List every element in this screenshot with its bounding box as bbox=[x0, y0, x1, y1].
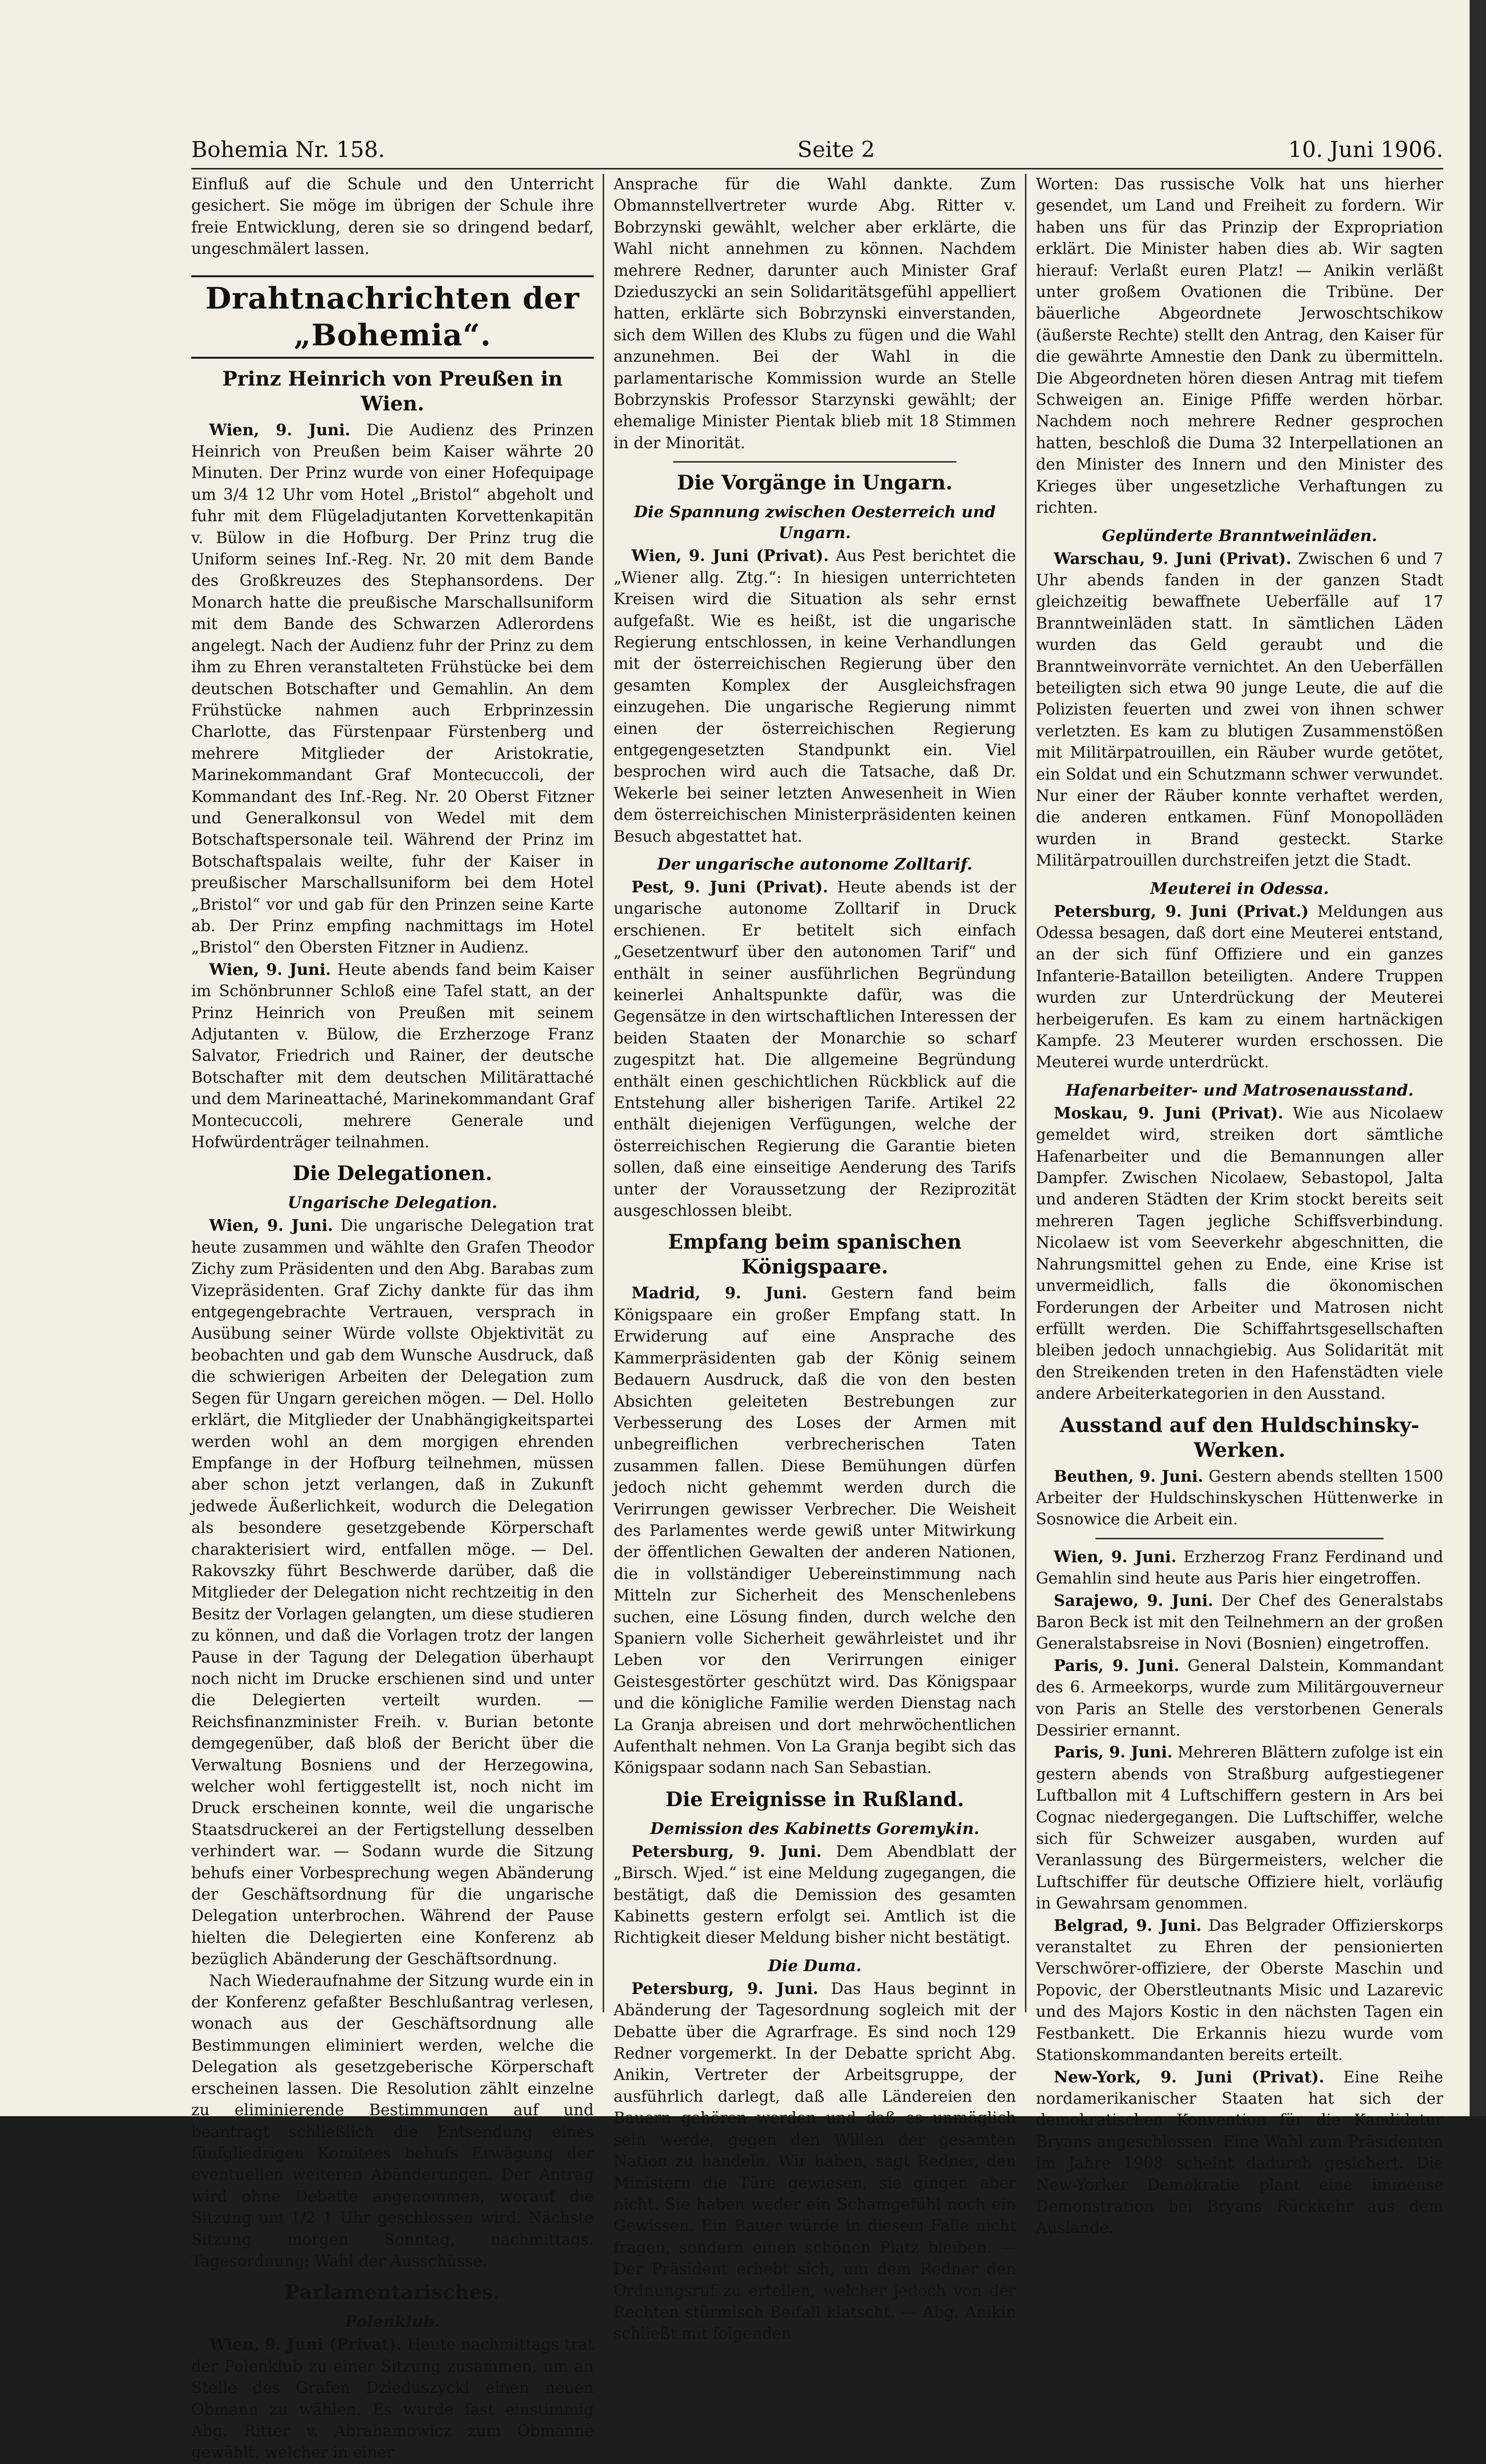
article-text: Eine Reihe nordamerikanischer Staaten hat sich der demokratischen Konvention für die Kandidatur Bryans angeschlossen. Eine Wahl zum Präsidenten im Jahre 1908 scheint dadurch gesichert. Die New-Yorker Demokratie plant eine immense Demonstration bei Bryans Rückkehr aus dem Auslande. bbox=[1036, 2068, 1443, 2237]
sub-heading: Polenklub. bbox=[345, 2312, 440, 2331]
article-text: Meldungen aus Odessa besagen, daß dort eine Meuterei entstand, an der sich fünf Offiziere und ein ganzes Infanterie-Bataillon beteiligten. Andere Truppen wurden zur Unterdrückung der Meuterei herbeigerufen. Es kam zu einem hartnäckigen Kampfe. 23 Meuterer wurden erschossen. Die Meuterei wurde unterdrückt. bbox=[1036, 902, 1443, 1072]
article-text: Erzherzog Franz Ferdinand und Gemahlin sind heute aus Paris hier eingetroffen. bbox=[1036, 1548, 1443, 1588]
dateline: Wien, 9. Juni (Privat). bbox=[631, 547, 829, 565]
intro-paragraph: Einfluß auf die Schule und den Unterricht gesichert. Sie möge im übrigen der Schule ihre freie Entwicklung, deren sie so dringend bedarf, ungeschmälert lassen. bbox=[191, 175, 594, 258]
article-text: Das Belgrader Offizierskorps veranstaltet zu Ehren der pensionierten Verschwörer-offiziere, der Oberste Maschin und Popovic, der Oberstleutnants Misic und Lazarevic und des Majors Kostic in den nächsten Tagen ein Festbankett. Die Erkannis hiezu wurde vom Stationskommandanten bereits erteilt. bbox=[1036, 1916, 1443, 2065]
article-text: Wie aus Nicolaew gemeldet wird, streiken dort sämtliche Hafenarbeiter und die Bemannungen aller Dampfer. Zwischen Nicolaew, Sebastopol, Jalta und anderen Städten der Krim stockt bereits seit mehreren Tagen jegliche Schiffsverbindung. Nicolaew ist vom Seeverkehr abgeschnitten, die Nahrungsmittel gehen zu Ende, eine Krise ist unvermeidlich, falls die ökonomischen Forderungen der Arbeiter und Matrosen nicht erfüllt werden. Die Schiffahrtsgesellschaften bleiben jedoch unnachgiebig. Aus Solidarität mit den Streikenden treten in den Hafenstädten viele andere Arbeiterkategorien in den Ausstand. bbox=[1036, 1104, 1444, 1403]
dateline: Wien, 9. Juni. bbox=[209, 420, 351, 439]
page-header bbox=[191, 133, 1443, 169]
article-text: Dem Abendblatt der „Birsch. Wjed.“ ist eine Meldung zugegangen, die bestätigt, daß die Demission des gesamten Kabinetts gestern erfolgt sei. Amtlich ist die Richtigkeit dieser Meldung bisher nicht bestätigt. bbox=[614, 1842, 1017, 1947]
article-text: Heute abends fand beim Kaiser im Schönbrunner Schloß eine Tafel statt, an der Prinz Heinrich von Preußen mit seinem Adjutanten v. Bülow, die Erzherzoge Franz Salvator, Friedrich und Rainer, der deutsche Botschafter mit dem deutschen Militärattaché und dem Marineattaché, Marinekommandant Graf Montecuccoli, mehrere Generale und Hofwürdenträger teilnahmen. bbox=[191, 960, 594, 1152]
column-1 bbox=[191, 174, 594, 2462]
sub-heading: Geplünderte Branntweinläden. bbox=[1102, 526, 1377, 545]
section-title: Drahtnachrichten der „Bohemia“. bbox=[191, 275, 594, 359]
article-text: Heute abends ist der ungarische autonome Zolltarif in Druck erschienen. Er betitelt sich einfach „Gesetzentwurf über den autonomen Tarif“ und enthält in seiner ausführlichen Begründung keinerlei Anhaltspunkte dafür, was die Gegensätze in den wirtschaftlichen Interessen der beiden Staaten der Monarchie so scharf zugespitzt hat. Die allgemeine Begründung enthält einen geschichtlichen Rückblick auf die Entstehung aller bisherigen Tarife. Artikel 22 enthält diejenigen Verfügungen, welche der österreichischen Regierung die Garantie bieten sollen, daß eine einseitige Aenderung des Tarifs unter der Voraussetzung der Reziprozität ausgeschlossen bleibt. bbox=[614, 878, 1016, 1220]
dateline: Wien, 9. Juni. bbox=[209, 1216, 333, 1235]
article-text: Zwischen 6 und 7 Uhr abends fanden in der ganzen Stadt gleichzeitig bewaffnete Ueberfälle auf 17 Branntweinläden statt. In sämtlichen Läden wurden das Geld geraubt und die Branntweinvorräte vernichtet. An den Ueberfällen beteiligten sich etwa 90 junge Leute, die auf die Polizisten feuerten und zwei von ihnen schwer verletzten. Es kam zu blutigen Zusammenstößen mit Militärpatrouillen, ein Räuber wurde getötet, ein Soldat und ein Schutzmann schwer verwundet. Nur einer der Räuber konnte verhaftet werden, die anderen entkamen. Fünf Monopolläden wurden in Brand gesteckt. Starke Militärpatrouillen durchstreifen jetzt die Stadt. bbox=[1036, 550, 1443, 870]
dateline: Belgrad, 9. Juni. bbox=[1054, 1916, 1202, 1935]
sub-heading: Die Spannung zwischen Oesterreich und Ungarn. bbox=[633, 502, 996, 543]
sub-heading: Der ungarische autonome Zolltarif. bbox=[657, 854, 973, 874]
column-2 bbox=[614, 174, 1017, 2343]
issue-number: Bohemia Nr. 158. bbox=[191, 137, 385, 162]
dateline: Madrid, 9. Juni. bbox=[631, 1284, 807, 1303]
dateline: New-York, 9. Juni (Privat). bbox=[1054, 2067, 1325, 2086]
page-number: Seite 2 bbox=[797, 137, 875, 162]
article-text: Das Haus beginnt in Abänderung der Tagesordnung sogleich mit der Debatte über die Agrarfrage. Es sind noch 129 Redner vorgemerkt. In der Debatte spricht Abg. Anikin, Vertreter der Arbeitsgruppe, der ausführlich darlegt, daß alle Ländereien den Bauern gehören werden und daß es unmöglich sein werde, gegen den Willen der gesamten Nation zu handeln. Wir haben, sagt Redner, den Ministern die Türe gewiesen, sie gingen aber nicht. Sie haben weder ein Schamgefühl noch ein Gewissen. Ein Bauer würde in diesem Falle nicht fragen, sondern einen schönen Platz bleiben. — Der Präsident erhebt sich, um dem Redner den Ordnungsruf zu erteilen, welcher jedoch von der Rechten stürmisch Beifall klatscht. — Abg. Anikin schließt mit folgenden bbox=[614, 1980, 1016, 2343]
article-text: Gestern abends stellten 1500 Arbeiter der Huldschinskyschen Hüttenwerke in Sosnowice die Arbeit ein. bbox=[1036, 1467, 1443, 1529]
scan-edge bbox=[1470, 0, 1486, 2116]
dateline: Wien, 9. Juni. bbox=[209, 960, 331, 979]
article-text: Nach Wiederaufnahme der Sitzung wurde ein in der Konferenz gefaßter Beschlußantrag verlesen, wonach aus der Geschäftsordnung alle Bestimmungen eliminiert werden, welche die Delegation als gesetzgeberische Körperschaft erscheinen lassen. Die Resolution zählt einzelne zu eliminierende Bestimmungen auf und beantragt schließlich die Entsendung eines fünfgliedrigen Komitees behufs Erwägung der eventuellen weiteren Abänderungen. Der Antrag wird ohne Debatte angenommen, worauf die Sitzung um 1/2 1 Uhr geschlossen wird. Nächste Sitzung morgen Sonntag, nachmittags. Tagesordnung: Wahl der Ausschüsse. bbox=[191, 1972, 594, 2270]
article-text: Die ungarische Delegation trat heute zusammen und wählte den Grafen Theodor Zichy zum Präsidenten und den Abg. Barabas zum Vizepräsidenten. Graf Zichy dankte für das ihm entgegengebrachte Vertrauen, versprach in Ausübung seiner Würde vollste Objektivität zu beobachten und gab dem Wunsche Ausdruck, daß die schwierigen Arbeiten der Delegation zum Segen für Ungarn gereichen mögen. — Del. Hollo erklärt, die Mitglieder der Unabhängigkeitspartei werden wohl an dem morgigen ehrenden Empfange in der Hofburg teilnehmen, müssen aber schon jetzt verlangen, daß in Zukunft jedwede Äußerlichkeit, wodurch die Delegation als besondere gesetzgebende Körperschaft charakterisiert wird, entfallen möge. — Del. Rakovszky führt Beschwerde darüber, daß die Mitglieder der Delegation nicht rechtzeitig in den Besitz der Vorlagen gelangten, um diese studieren zu können, und daß die Vorlagen trotz der langen Pause in der Tagung der Delegation überhaupt noch nicht im Drucke erschienen sind und unter die Delegierten verteilt wurden. — Reichsfinanzminister Freih. v. Burian betonte demgegenüber, daß bloß der Bericht über die Verwaltung Bosniens und der Herzegowina, welcher wohl fertiggestellt ist, noch nicht im Druck erscheinen konnte, weil die ungarische Staatsdruckerei an der Fertigstellung desselben verhindert war. — Sodann wurde die Sitzung behufs einer Vorbesprechung wegen Abänderung der Geschäftsordnung für die ungarische Delegation unterbrochen. Während der Pause hielten die Delegierten eine Konferenz ab bezüglich Abänderung der Geschäftsordnung. bbox=[191, 1217, 594, 1969]
dateline: Petersburg, 9. Juni. bbox=[631, 1979, 818, 1998]
dateline: Petersburg, 9. Juni (Privat.) bbox=[1054, 902, 1309, 921]
article-text: Mehreren Blättern zufolge ist ein gestern abends von Straßburg aufgestiegener Luftballon mit 4 Luftschiffern gestern in Ars bei Cognac niedergegangen. Die Luftschiffer, welche sich für Schweizer ausgaben, wurden auf Veranlassung des Bürgermeisters, welcher die Luftschiffer für deutsche Offiziere hielt, vorläufig in Gewahrsam genommen. bbox=[1036, 1744, 1444, 1913]
article-heading: Prinz Heinrich von Preußen in Wien. bbox=[222, 367, 563, 415]
issue-date: 10. Juni 1906. bbox=[1288, 137, 1443, 162]
sub-heading: Demission des Kabinetts Goremykin. bbox=[650, 1819, 980, 1838]
column-3 bbox=[1036, 174, 1444, 2237]
article-text: Aus Pest berichtet die „Wiener allg. Ztg.“: In hiesigen unterrichteten Kreisen wird die Situation als sehr ernst aufgefaßt. Wie es heißt, ist die ungarische Regierung entschlossen, in keine Verhandlungen mit der österreichischen Regierung über den gesamten Komplex der Ausgleichsfragen einzugehen. Die ungarische Regierung nimmt einen der österreichischen Regierung entgegengesetzten Standpunkt ein. Viel besprochen wird auch die Tatsache, daß Dr. Wekerle bei seiner letzten Anwesenheit in Wien dem österreichischen Ministerpräsidenten keinen Besuch abgestattet hat. bbox=[614, 547, 1016, 846]
dateline: Paris, 9. Juni. bbox=[1054, 1743, 1173, 1762]
dateline: Petersburg, 9. Juni. bbox=[631, 1842, 822, 1861]
divider bbox=[1095, 1538, 1384, 1539]
dateline: Sarajewo, 9. Juni. bbox=[1054, 1591, 1214, 1610]
article-heading: Die Ereignisse in Rußland. bbox=[665, 1787, 964, 1811]
sub-heading: Die Duma. bbox=[768, 1956, 862, 1975]
sub-heading: Ungarische Delegation. bbox=[288, 1193, 497, 1212]
dateline: Wien, 9. Juni (Privat). bbox=[209, 2335, 402, 2354]
dateline: Warschau, 9. Juni (Privat). bbox=[1054, 549, 1292, 568]
dateline: Paris, 9. Juni. bbox=[1054, 1656, 1179, 1675]
sub-heading: Meuterei in Odessa. bbox=[1150, 878, 1329, 898]
dateline: Beuthen, 9. Juni. bbox=[1054, 1467, 1203, 1486]
dateline: Pest, 9. Juni (Privat). bbox=[631, 877, 828, 896]
article-text: Heute nachmittags trat der Polenklub zu einer Sitzung zusammen, um an Stelle des Grafen Dzieduszycki einen neuen Obmann zu wählen. Es wurde fast einstimmig Abg. Ritter v. Abrahamowicz zum Obmanne gewählt, welcher in einer bbox=[191, 2336, 594, 2462]
divider bbox=[673, 461, 956, 463]
article-heading: Die Delegationen. bbox=[293, 1162, 492, 1186]
article-text: Ansprache für die Wahl dankte. Zum Obmannstellvertreter wurde Abg. Ritter v. Bobrzynski gewählt, welcher aber erklärte, die Wahl nicht annehmen zu können. Nachdem mehrere Redner, darunter auch Minister Graf Dzieduszycki an sein Solidaritätsgefühl appelliert hatten, erklärte sich Bobrzynski einverstanden, sich dem Willen des Klubs zu fügen und die Wahl anzunehmen. Bei der Wahl in die parlamentarische Kommission wurde an Stelle Bobrzynskis Professor Starzynski gewählt; der ehemalige Minister Pientak blieb mit 18 Stimmen in der Minorität. bbox=[614, 175, 1016, 452]
article-text: Der Chef des Generalstabs Baron Beck ist mit den Teilnehmern an der großen Generalstabsreise in Novi (Bosnien) eingetroffen. bbox=[1036, 1591, 1444, 1653]
article-heading: Die Vorgänge in Ungarn. bbox=[677, 471, 953, 495]
article-text: Die Audienz des Prinzen Heinrich von Preußen beim Kaiser währte 20 Minuten. Der Prinz wurde von einer Hofequipage um 3/4 12 Uhr vom Hotel „Bristol“ abgeholt und fuhr mit dem Flügeladjutanten Korvettenkapitän v. Bülow in die Hofburg. Der Prinz trug die Uniform seines Inf.-Reg. Nr. 20 mit dem Bande des Großkreuzes des Stephansordens. Der Monarch hatte die preußische Marschallsuniform mit dem Bande des Schwarzen Adlerordens angelegt. Nach der Audienz fuhr der Prinz zu dem ihm zu Ehren veranstalteten Frühstücke bei dem deutschen Botschafter und Gemahlin. An dem Frühstücke nahmen auch Erbprinzessin Charlotte, das Fürstenpaar Fürstenberg und mehrere Mitglieder der Aristokratie, Marinekommandant Graf Montecuccoli, der Kommandant des Inf.-Reg. Nr. 20 Oberst Fitzner und Generalkonsul von Wedel mit dem Botschaftspersonale teil. Während der Prinz im Botschaftspalais weilte, fuhr der Kaiser in preußischer Marschallsuniform bei dem Hotel „Bristol“ vor und gab für den Prinzen seine Karte ab. Der Prinz empfing nachmittags im Hotel „Bristol“ den Obersten Fitzner in Audienz. bbox=[191, 421, 594, 957]
article-text: General Dalstein, Kommandant des 6. Armeekorps, wurde zum Militärgouverneur von Paris an Stelle des verstorbenen Generals Dessirier ernannt. bbox=[1036, 1657, 1443, 1740]
dateline: Wien, 9. Juni. bbox=[1054, 1547, 1176, 1566]
column-rule bbox=[1025, 174, 1026, 2012]
sub-heading: Hafenarbeiter- und Matrosenausstand. bbox=[1065, 1080, 1414, 1100]
article-heading: Parlamentarisches. bbox=[285, 2281, 500, 2305]
article-heading: Ausstand auf den Huldschinsky-Werken. bbox=[1060, 1413, 1419, 1462]
dateline: Moskau, 9. Juni (Privat). bbox=[1054, 1104, 1283, 1122]
column-rule bbox=[603, 174, 604, 2012]
article-text: Gestern fand beim Königspaare ein großer Empfang statt. In Erwiderung auf eine Ansprache des Kammerpräsidenten gab der König seinem Bedauern Ausdruck, daß die von den besten Absichten geleiteten Bestrebungen zur Verbesserung des Loses der Armen mit unbegreiflichen verbrecherischen Taten zusammen fallen. Diese Bemühungen dürfen jedoch nicht gehemmt werden durch die Verirrungen gewisser Verbrecher. Die Weisheit des Parlamentes werde gewiß unter Mitwirkung der öffentlichen Gewalten der anderen Nationen, die in vollständiger Uebereinstimmung nach Mitteln zur Sicherheit des Menschenlebens suchen, eine Lösung finden, durch welche den Spaniern volle Sicherheit gewährleistet und ihr Leben vor den Verirrungen einiger Geistesgestörter geschützt wird. Das Königspaar und die königliche Familie werden Dienstag nach La Granja abreisen und dort mehrwöchentlichen Aufenthalt nehmen. Von La Granja begibt sich das Königspaar sodann nach San Sebastian. bbox=[614, 1284, 1016, 1777]
article-heading: Empfang beim spanischen Königspaare. bbox=[668, 1230, 962, 1279]
article-text: Worten: Das russische Volk hat uns hierher gesendet, um Land und Freiheit zu fordern. Wir haben uns für das Prinzip der Expropriation erklärt. Die Minister haben dies ab. Wir sagten hierauf: Verlaßt euren Platz! — Anikin verläßt unter großem Ovationen die Tribüne. Der bäuerliche Abgeordnete Jerwoschtschikow (äußerste Rechte) stellt den Antrag, den Kaiser für die gewährte Amnestie den Dank zu übermitteln. Die Abgeordneten hören diesen Antrag mit tiefem Schweigen an. Einige Pfiffe werden hörbar. Nachdem noch mehrere Redner gesprochen hatten, beschloß die Duma 32 Interpellationen an den Minister des Innern und den Minister des Krieges über ungesetzliche Verhaftungen zu richten. bbox=[1036, 175, 1443, 517]
